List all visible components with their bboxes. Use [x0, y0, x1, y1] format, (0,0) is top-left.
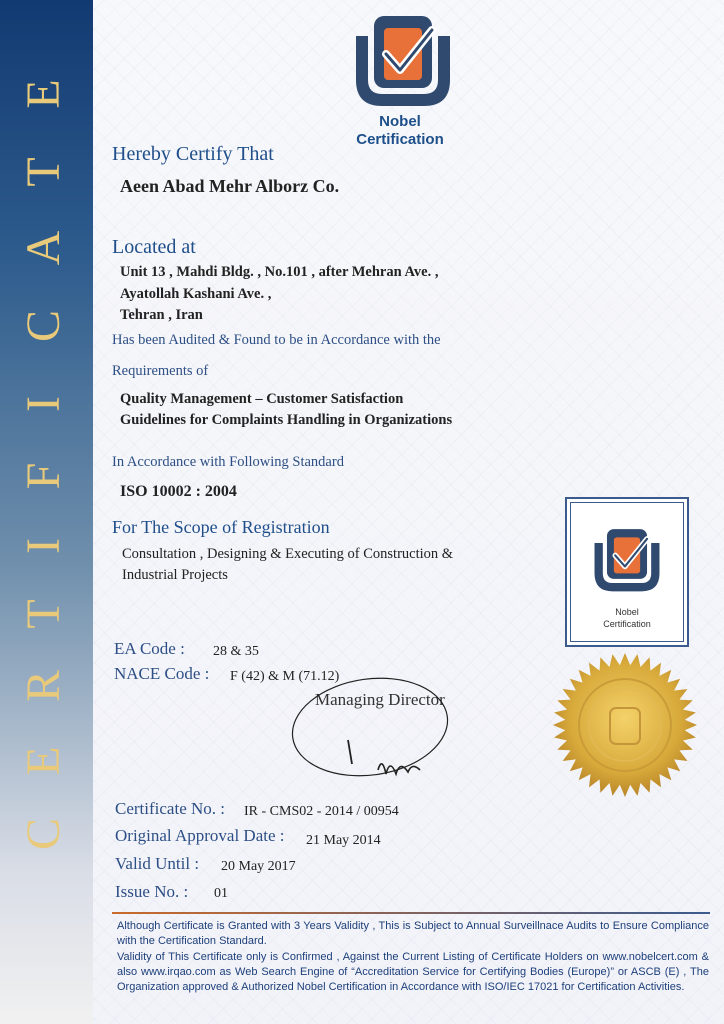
scope-line-1: Consultation , Designing & Executing of Construction &	[122, 546, 454, 562]
nace-code-label: NACE Code :	[114, 664, 210, 683]
logo-line-1: Nobel	[379, 113, 421, 130]
side-letter: F	[17, 462, 70, 490]
footer-notice	[117, 919, 709, 995]
address-line-1: Unit 13 , Mahdi Bldg. , No.101 , after Mehran Ave. ,	[120, 264, 439, 280]
managing-director-label: Managing Director	[315, 690, 445, 709]
side-letter: T	[17, 599, 70, 629]
side-letter: E	[17, 746, 70, 776]
side-letter: I	[17, 396, 70, 412]
company-name: Aeen Abad Mehr Alborz Co.	[120, 176, 340, 196]
footer-paragraph-2: Validity of This Certificate only is Confirmed , Against the Current Listing of Certificate Holders on www.nobelcert.com & also www.irqao.com as Web Search Engine of “Accreditation Service for Certifying Bodies (Europe)” or ASCB (E) , The Organization approved & Authorized Nobel Certification in Accordance with ISO/IEC 17021 for Certification Activities.	[117, 950, 709, 994]
valid-until-value: 20 May 2017	[221, 859, 296, 874]
standard-heading: In Accordance with Following Standard	[112, 454, 344, 470]
boxed-logo-line-2: Certification	[603, 619, 651, 629]
logo-text	[340, 113, 460, 149]
side-letter: T	[17, 157, 70, 187]
logo-line-2: Certification	[356, 131, 444, 148]
certificate-no-value: IR - CMS02 - 2014 / 00954	[244, 804, 399, 819]
standard-value: ISO 10002 : 2004	[120, 483, 237, 500]
side-letter: A	[17, 230, 70, 266]
side-band	[0, 0, 93, 1024]
side-letter: R	[17, 670, 70, 703]
nobel-logo-small-icon	[589, 525, 665, 601]
issue-no-label: Issue No. :	[115, 882, 189, 901]
side-letter: C	[17, 818, 70, 851]
side-letter: E	[17, 79, 70, 109]
requirement-line-1: Quality Management – Customer Satisfaction	[120, 391, 404, 407]
nace-code-value: F (42) & M (71.12)	[230, 669, 340, 684]
audit-statement: Has been Audited & Found to be in Accordance with the	[112, 332, 441, 348]
footer-divider	[112, 912, 710, 914]
valid-until-label: Valid Until :	[115, 854, 200, 873]
approval-date-label: Original Approval Date :	[115, 826, 285, 845]
address-line-3: Tehran , Iran	[120, 307, 203, 323]
requirement-line-2: Guidelines for Complaints Handling in Organizations	[120, 412, 453, 428]
approval-date-value: 21 May 2014	[306, 833, 381, 848]
footer-paragraph-1: Although Certificate is Granted with 3 Years Validity , This is Subject to Annual Surveillnace Audits to Ensure Compliance with the Certification Standard.	[117, 920, 709, 948]
boxed-logo-line-1: Nobel	[615, 607, 639, 617]
scope-line-2: Industrial Projects	[122, 567, 228, 583]
ea-code-value: 28 & 35	[213, 644, 259, 659]
ea-code-label: EA Code :	[114, 639, 185, 658]
gold-seal-icon	[552, 652, 698, 798]
scope-heading: For The Scope of Registration	[112, 517, 330, 537]
requirements-label: Requirements of	[112, 363, 209, 379]
side-letter: C	[17, 310, 70, 343]
certificate-no-label: Certificate No. :	[115, 799, 225, 818]
certify-heading: Hereby Certify That	[112, 143, 274, 165]
location-heading: Located at	[112, 236, 196, 258]
boxed-logo	[565, 497, 689, 647]
issue-no-value: 01	[214, 886, 228, 901]
side-letter: I	[17, 538, 70, 554]
boxed-logo-text	[567, 606, 687, 630]
address-line-2: Ayatollah Kashani Ave. ,	[120, 286, 272, 302]
signature-icon	[290, 672, 460, 792]
